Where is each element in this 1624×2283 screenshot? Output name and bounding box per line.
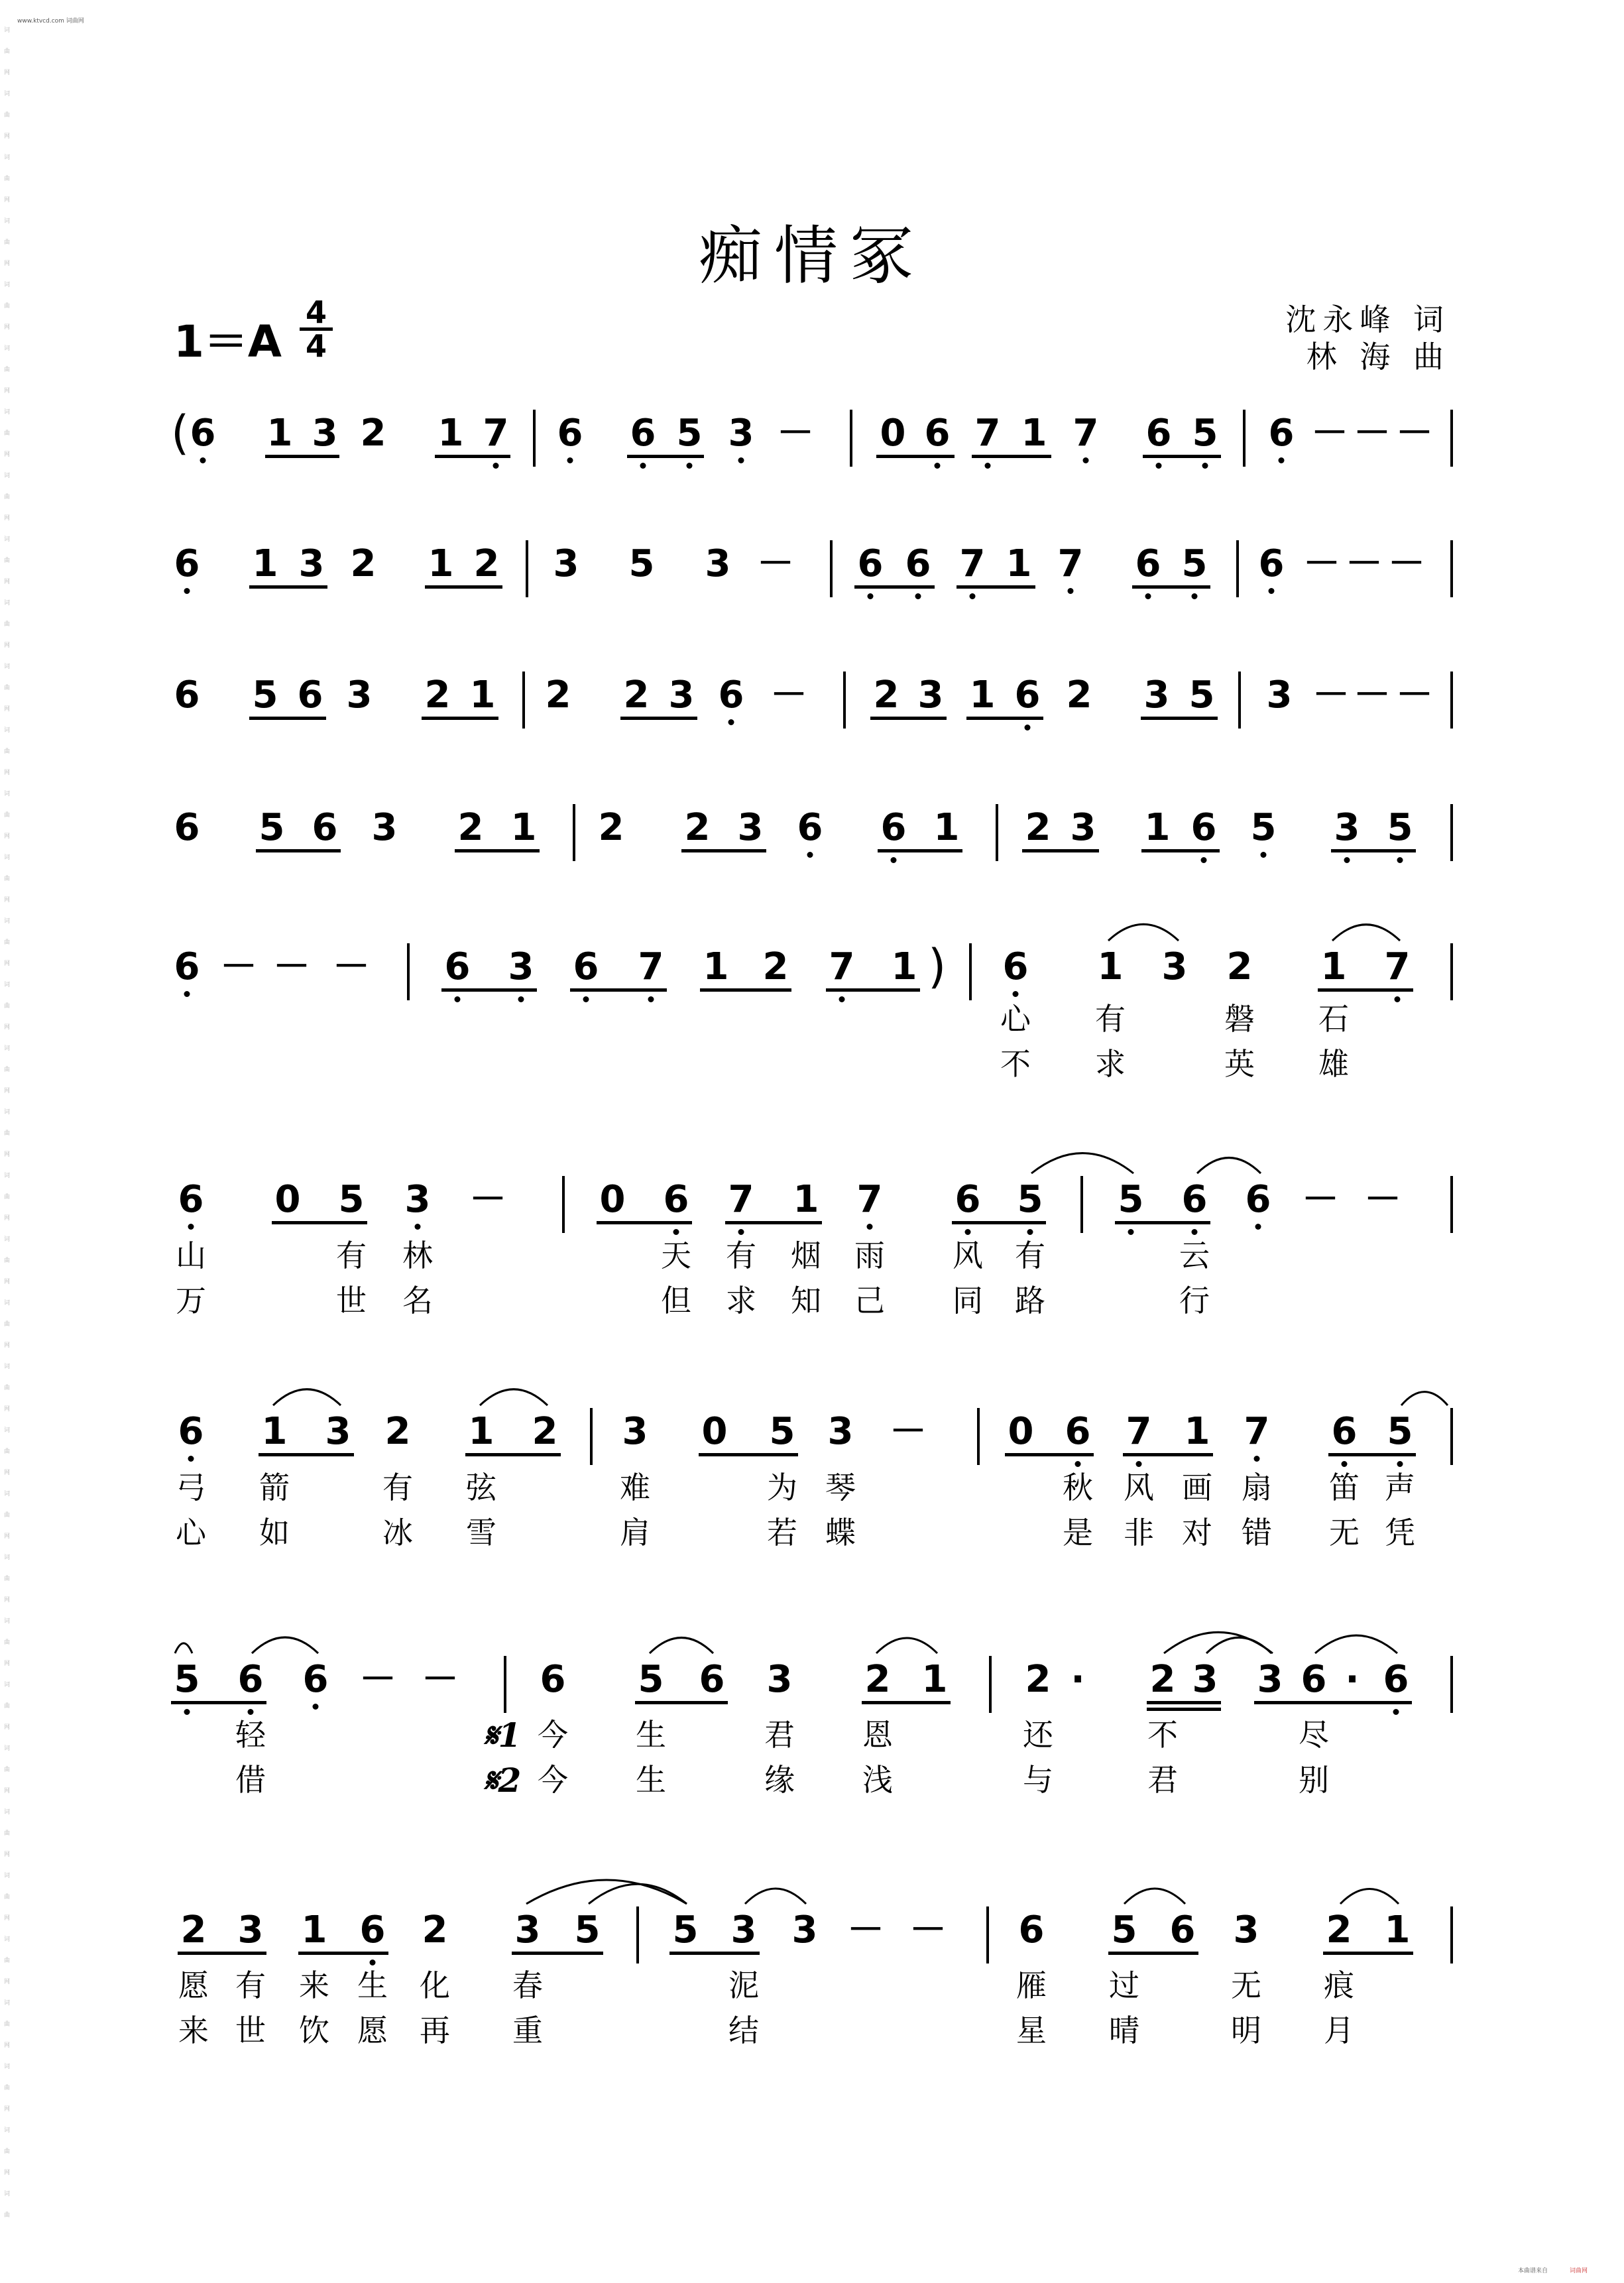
note: 1 [1097,945,1124,988]
note: 5 [769,1410,795,1453]
lyric-char: 蝶 [825,1515,856,1551]
sustain-dash: － [1396,412,1433,455]
note: 3 [728,412,754,455]
slur [1401,1392,1448,1405]
sustain-dash: － [770,673,807,717]
time-signature-bottom: 4 [305,328,327,364]
note: 5 [1387,1410,1413,1453]
note: 7 [1057,542,1084,585]
note: 2 [360,412,386,455]
note: 3 [346,673,373,717]
slur [273,1389,341,1405]
note: 3 [1257,1658,1283,1701]
sustain-dash: － [1388,542,1425,585]
lyric-char: 冰 [382,1515,413,1551]
note: 3 [298,542,325,585]
note: 5 [574,1908,601,1952]
note: 1 [301,1908,327,1952]
note: 2 [545,673,571,717]
lyric-char: 君 [764,1717,795,1753]
lyric-char: 山 [176,1238,206,1273]
lyric-char: 有 [235,1967,266,2003]
slur [876,1638,937,1653]
note: 3 [404,1178,431,1221]
note: 6 [1258,542,1285,585]
lyric-char: 尽 [1299,1717,1329,1753]
note: 6 [302,1658,329,1701]
sustain-dash: － [777,412,814,455]
note: 7 [1384,945,1411,988]
note: 2 [424,673,451,717]
note: 6 [557,412,583,455]
lyric-char: 秋 [1063,1470,1093,1505]
note: 6 [178,1410,204,1453]
lyric-char: 浅 [862,1762,893,1798]
note: 2 [623,673,650,717]
note: 5 [1111,1908,1137,1952]
footer-left: 本曲谱来自 [1518,2268,1548,2274]
lyric-char: 心 [176,1515,206,1551]
lyric-char: 雨 [854,1238,885,1273]
lyric-char: 天 [661,1238,691,1273]
note: 5 [1118,1178,1144,1221]
lyric-char: 愿 [178,1967,209,2003]
note: 6 [1331,1410,1358,1453]
lyric-char: 与 [1023,1762,1053,1798]
lyric-char: 月 [1324,2013,1354,2048]
lyric-char: 有 [1015,1238,1045,1273]
lyric-char: 对 [1182,1515,1212,1551]
lyric-char: 化 [420,1967,450,2003]
lyric-char: 生 [636,1717,666,1753]
sustain-dash: － [909,1908,947,1952]
sustain-dash: － [333,945,370,988]
lyric-char: 世 [235,2013,266,2048]
slur [175,1643,192,1653]
lyric-char: 名 [402,1283,433,1318]
lyric-char: 风 [953,1238,983,1273]
lyric-char: 扇 [1242,1470,1272,1505]
sustain-dash: － [1364,1178,1401,1221]
sustain-dash: － [757,542,794,585]
slur [1340,1889,1399,1904]
note: 1 [703,945,729,988]
note: 6 [573,945,599,988]
slur [252,1637,318,1653]
note: 5 [259,806,285,849]
note: 5 [676,412,703,455]
note: 2 [532,1410,558,1453]
slur [589,1884,687,1904]
note: 2 [350,542,377,585]
note: 1 [510,806,537,849]
note: 6 [1002,945,1029,988]
note: 6 [174,806,200,849]
slur [1031,1153,1133,1173]
lyric-char: 雄 [1318,1046,1349,1082]
note: 2 [457,806,484,849]
note: 5 [174,1658,200,1701]
lyric-char: 无 [1329,1515,1360,1551]
lyric-char: 有 [726,1238,756,1273]
note: 5 [1192,412,1218,455]
lyric-char: 借 [235,1762,266,1798]
note: 1 [468,1410,494,1453]
note: 5 [338,1178,365,1221]
note: 1 [469,673,496,717]
note: 2 [873,673,899,717]
note: 6 [1268,412,1295,455]
sustain-dash: － [422,1658,459,1701]
note: 6 [905,542,931,585]
note: 3 [1070,806,1096,849]
sustain-dash: － [1396,673,1433,717]
lyric-char: 声 [1385,1470,1415,1505]
note: 6 [1065,1410,1091,1453]
sustain-dash: － [1302,1178,1339,1221]
note: 1 [261,1410,288,1453]
lyric-char: 雪 [466,1515,496,1551]
lyric-char: 行 [1179,1283,1210,1318]
slur [1197,1157,1261,1173]
note: 2 [384,1410,411,1453]
footer-right: 词曲网 [1570,2268,1588,2274]
note: 5 [1189,673,1215,717]
dot-augment: · [1071,1658,1085,1701]
lyric-char: 不 [1147,1717,1178,1753]
note: 6 [312,806,338,849]
note: 6 [1014,673,1041,717]
note: 5 [1017,1178,1043,1221]
note: 2 [1226,945,1253,988]
lyric-char: 星 [1016,2013,1047,2048]
lyric-char: 凭 [1385,1515,1415,1551]
note: 1 [1006,542,1032,585]
slur [1124,1889,1185,1904]
note: 6 [663,1178,689,1221]
sustain-dash: － [469,1178,506,1221]
sustain-dash: － [890,1410,927,1453]
lyric-char: 是 [1063,1515,1093,1551]
lyric-char: 有 [382,1470,413,1505]
note: 7 [974,412,1001,455]
note: 6 [359,1908,386,1952]
lyric-char: 结 [728,2013,759,2048]
lyric-char: 林 [402,1238,433,1273]
lyric-char: 今 [538,1717,568,1753]
note: 5 [638,1658,664,1701]
lyric-char: 不 [1000,1046,1031,1082]
note: 3 [730,1908,757,1952]
lyric-char: 过 [1109,1967,1139,2003]
note: 3 [766,1658,793,1701]
note: 3 [237,1908,264,1952]
lyric-char: 知 [791,1283,821,1318]
sustain-dash: － [1303,542,1340,585]
lyric-char: 春 [512,1967,543,2003]
note: 5 [1387,806,1413,849]
note: 3 [312,412,338,455]
lyric-char: 雁 [1016,1967,1047,2003]
lyric-char: 饮 [299,2013,329,2048]
lyric-char: 来 [178,2013,209,2048]
note: 0 [599,1178,626,1221]
lyric-char: 难 [620,1470,650,1505]
lyric-char: 如 [259,1515,290,1551]
lyric-char: 有 [336,1238,367,1273]
lyric-char: 同 [953,1283,983,1318]
note: 3 [371,806,398,849]
note: 2 [598,806,624,849]
note: 3 [508,945,534,988]
note: 7 [728,1178,754,1221]
note: 0 [880,412,906,455]
note: 0 [274,1178,301,1221]
note: 2 [684,806,711,849]
note: 3 [827,1410,854,1453]
segno-mark: 𝄋1 [484,1716,522,1755]
lyric-char: 画 [1182,1470,1212,1505]
note: 1 [1320,945,1347,988]
key-signature: 1＝A [174,316,282,367]
slur [480,1389,548,1405]
lyric-char: 路 [1015,1283,1045,1318]
note: 5 [672,1908,699,1952]
note: 1 [793,1178,819,1221]
note: 6 [174,542,200,585]
note: 1 [266,412,293,455]
note: 3 [1334,806,1360,849]
margin-watermark: 词 曲 网 词 曲 网 词 曲 网 词 曲 网 词 曲 网 词 曲 网 词 曲 网 词 曲 网 词 曲 网 词 曲 网 词 曲 网 词 曲 网 词 曲 网 词 曲 网 词 曲 网 词 曲 网 词 曲 网 词 曲 网 词 曲 网 词 曲 网 词 曲 网 词 曲 网 词 曲 网 词 曲 网 词 曲 网 词 曲 网 词 曲 网 词 曲 网 词 曲 网 词 曲 网 词 曲 网 词 曲 网 词 曲 网 词 曲 网 词 曲 [4,27,11,2219]
note: 6 [718,673,744,717]
note: 7 [959,542,986,585]
note: 6 [237,1658,264,1701]
note: 3 [668,673,695,717]
lyric-char: 为 [767,1470,797,1505]
lyric-char: 错 [1242,1515,1272,1551]
note: 6 [924,412,951,455]
segno-mark: 𝄋2 [484,1761,522,1800]
lyric-char: 石 [1318,1001,1349,1037]
note: 2 [1025,1658,1051,1701]
lyric-char: 重 [512,2013,543,2048]
note: 2 [422,1908,448,1952]
note: 2 [1326,1908,1352,1952]
note: 1 [428,542,454,585]
note: 7 [483,412,509,455]
note: 5 [1181,542,1208,585]
note: 6 [1145,412,1172,455]
lyric-char: 再 [420,2013,450,2048]
note: 3 [705,542,731,585]
note: 2 [864,1658,891,1701]
lyric-char: 有 [1095,1001,1126,1037]
note: 3 [917,673,944,717]
lyric-char: 肩 [620,1515,650,1551]
note: 3 [737,806,764,849]
composer-credit: 林 海 曲 [1306,339,1450,375]
note: 6 [699,1658,725,1701]
note: 1 [1144,806,1171,849]
slur [650,1637,713,1653]
sustain-dash: － [273,945,310,988]
time-signature-top: 4 [305,294,327,330]
note: 6 [190,412,216,455]
lyric-char: 无 [1231,1967,1261,2003]
note: 6 [174,945,200,988]
note: 1 [1184,1410,1210,1453]
note: 2 [1066,673,1092,717]
sustain-dash: － [1311,412,1348,455]
note: 6 [1169,1908,1196,1952]
lyric-char: 愿 [357,2013,388,2048]
lyric-char: 若 [767,1515,797,1551]
lyric-char: 轻 [235,1717,266,1753]
lyric-char: 弓 [176,1470,206,1505]
lyric-char: 生 [357,1967,388,2003]
note: 2 [180,1908,207,1952]
sustain-dash: － [1354,673,1391,717]
lyric-char: 明 [1231,2013,1261,2048]
note: 3 [1161,945,1188,988]
sustain-dash: － [359,1658,396,1701]
note: 6 [1383,1658,1409,1701]
note: 6 [1135,542,1161,585]
lyric-char: 别 [1299,1762,1329,1798]
note: 7 [638,945,664,988]
note: 1 [921,1658,948,1701]
note: 0 [1008,1410,1034,1453]
lyric-char: 琴 [825,1470,856,1505]
note: 7 [1244,1410,1270,1453]
note: 7 [856,1178,883,1221]
sustain-dash: － [1346,542,1383,585]
lyric-char: 非 [1124,1515,1154,1551]
lyric-char: 笛 [1329,1470,1360,1505]
note: 3 [791,1908,818,1952]
note: 6 [1181,1178,1208,1221]
note: 6 [630,412,656,455]
lyric-char: 泥 [728,1967,759,2003]
note: 7 [829,945,855,988]
lyric-char: 烟 [791,1238,821,1273]
note: 6 [174,673,200,717]
slur [1108,924,1179,941]
slur [745,1889,806,1904]
note: 6 [1245,1178,1271,1221]
note: 2 [762,945,789,988]
note: 3 [1143,673,1170,717]
note: 5 [252,673,278,717]
note: 3 [1266,673,1293,717]
note: 6 [1301,1658,1327,1701]
sustain-dash: － [220,945,257,988]
lyric-char: 缘 [764,1762,795,1798]
lyric-char: 君 [1147,1762,1178,1798]
note: 6 [444,945,471,988]
slur [1206,1637,1271,1653]
note: 6 [1190,806,1217,849]
lyric-char: 箭 [259,1470,290,1505]
lyric-char: 磐 [1224,1001,1255,1037]
note: 3 [1192,1658,1218,1701]
note: 6 [540,1658,566,1701]
note: 2 [473,542,500,585]
note: 6 [1018,1908,1045,1952]
lyric-char: 英 [1224,1046,1255,1082]
note: 1 [933,806,960,849]
lyric-char: 来 [299,1967,329,2003]
note: 2 [1149,1658,1176,1701]
sustain-dash: － [1354,412,1391,455]
lyric-char: 求 [1095,1046,1126,1082]
slur [1315,1635,1397,1653]
note: 6 [857,542,884,585]
song-title: 痴情冢 [699,219,925,293]
lyric-char: 求 [726,1283,756,1318]
note: 5 [1250,806,1277,849]
note: 6 [178,1178,204,1221]
lyric-char: 恩 [862,1717,893,1753]
note: 6 [880,806,907,849]
note: 1 [1021,412,1047,455]
note: 6 [297,673,323,717]
note: 7 [1126,1410,1152,1453]
note: 1 [1384,1908,1411,1952]
lyric-char: 世 [336,1283,367,1318]
slur [1332,925,1400,941]
lyric-char: 今 [538,1762,568,1798]
note: 3 [553,542,579,585]
lyric-char: 但 [661,1283,691,1318]
note: 6 [955,1178,981,1221]
note: 0 [701,1410,728,1453]
paren-open: ( [171,406,190,460]
lyric-char: 生 [636,1762,666,1798]
lyric-char: 己 [854,1283,885,1318]
note: 3 [514,1908,541,1952]
lyric-char: 弦 [466,1470,496,1505]
paren-close: ) [928,939,947,994]
note: 5 [628,542,655,585]
note: 6 [797,806,823,849]
site-tag: www.ktvcd.com 词曲网 [17,18,84,25]
lyric-char: 晴 [1109,2013,1139,2048]
lyric-char: 心 [1000,1001,1031,1037]
note: 7 [1073,412,1099,455]
lyric-char: 还 [1023,1717,1053,1753]
dot-augment: · [1345,1658,1360,1701]
note: 1 [437,412,464,455]
note: 1 [891,945,917,988]
sustain-dash: － [847,1908,884,1952]
sustain-dash: － [1312,673,1350,717]
note: 1 [969,673,996,717]
lyric-char: 云 [1179,1238,1210,1273]
note: 2 [1025,806,1051,849]
lyric-char: 痕 [1324,1967,1354,2003]
note: 3 [622,1410,648,1453]
note: 3 [325,1410,351,1453]
lyricist-credit: 沈永峰 词 [1285,302,1450,337]
lyric-char: 风 [1124,1470,1154,1505]
lyric-char: 万 [176,1283,206,1318]
note: 1 [252,542,278,585]
note: 3 [1233,1908,1259,1952]
